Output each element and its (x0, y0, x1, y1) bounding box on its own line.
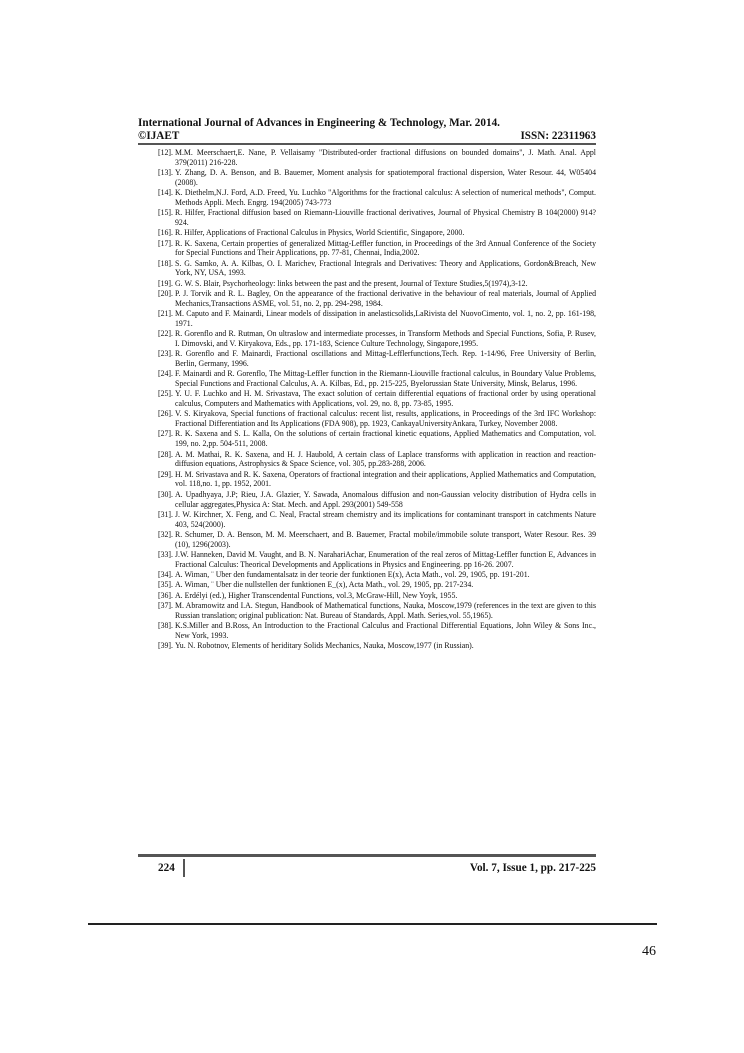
reference-text: V. S. Kiryakova, Special functions of fractional calculus: recent list, results, applications, in Proceedings of the 3rd IFC Workshop: Fractional Differentiation and Its Applications (FDA 908), pp. 1923, CankayaUniversityAnkara, Turkey, November 2008. (175, 409, 596, 429)
reference-number: [30]. (157, 489, 173, 499)
reference-item (138, 409, 596, 429)
reference-item (138, 591, 596, 601)
reference-item (138, 208, 596, 228)
reference-text: M. Caputo and F. Mainardi, Linear models of dissipation in anelasticsolids,LaRivista del NuovoCimento, vol. 1, no. 2, pp. 161-198, 1971. (175, 309, 596, 328)
reference-item (138, 429, 596, 449)
reference-text: R. Hilfer, Applications of Fractional Calculus in Physics, World Scientific, Singapore, 2000. (175, 228, 465, 238)
reference-text: R. Gorenflo and F. Mainardi, Fractional oscillations and Mittag-Lefflerfunctions,Tech. Rep. 1-14/96, Free University of Berlin, Berlin, Germany, 1996. (175, 349, 596, 369)
reference-item (138, 641, 596, 651)
reference-number: [13]. (157, 168, 173, 178)
reference-text: R. K. Saxena and S. L. Kalla, On the solutions of certain fractional kinetic equations, Applied Mathematics and Computation, vol. 199, no. 2,pp. 504-511, 2008. (175, 429, 596, 449)
reference-number: [15]. (157, 208, 173, 218)
reference-number: [36]. (157, 590, 173, 600)
reference-text: J. W. Kirchner, X. Feng, and C. Neal, Fractal stream chemistry and its implications for contaminant transport in catchments Nature 403, 524(2000). (175, 509, 596, 529)
reference-text: R. K. Saxena, Certain properties of generalized Mittag-Leffler function, in Proceedings of the 3rd Annual Conference of the Society for Special Functions and Their Applications, pp. 77-81, Chennai, India,2002. (175, 238, 596, 258)
reference-text: S. G. Samko, A. A. Kilbas, O. I. Marichev, Fractional Integrals and Derivatives: Theory and Applications, Gordon&Breach, New York, NY, USA, 1993. (175, 258, 596, 278)
reference-item (138, 570, 596, 580)
reference-item (138, 148, 596, 168)
journal-page-number: 224 (138, 859, 185, 877)
reference-number: [22]. (157, 329, 173, 339)
reference-number: [33]. (157, 549, 173, 559)
reference-text: Y. U. F. Luchko and H. M. Srivastava, The exact solution of certain differential equations of fractional order by using operational calculus, Computers and Mathematics with Applications, vol. 29, no. 8, pp. 73-85, 1995. (175, 389, 596, 409)
issn-label: ISSN: 22311963 (520, 130, 596, 142)
reference-number: [38]. (157, 620, 173, 630)
reference-text: A. Wiman, ¨ Uber die nullstellen der funktionen E_(x), Acta Math., vol. 29, 1905, pp. 217-234. (175, 580, 474, 590)
reference-text: R. Schumer, D. A. Benson, M. M. Meerschaert, and B. Bauemer, Fractal mobile/immobile solute transport, Water Resour. Res. 39 (10), 1296(2003). (175, 529, 596, 549)
copyright-label: ©IJAET (138, 130, 180, 142)
reference-text: K.S.Miller and B.Ross, An Introduction to the Fractional Calculus and Fractional Differential Equations, John Wiley & Sons Inc., New York, 1993. (175, 620, 596, 640)
page-number: 46 (642, 944, 656, 959)
journal-title: International Journal of Advances in Engineering & Technology, Mar. 2014. (138, 117, 500, 129)
reference-number: [35]. (157, 580, 173, 590)
issue-info: Vol. 7, Issue 1, pp. 217-225 (469, 862, 596, 874)
reference-text: F. Mainardi and R. Gorenflo, The Mittag-Leffler function in the Riemann-Liouville fractional calculus, in Boundary Value Problems, Special Functions and Fractional Calculus, A. A. Kilbas, Ed., pp. 215-225, Byelorussian State University, Minsk, Belarus, 1996. (175, 369, 596, 389)
reference-item (138, 490, 596, 510)
reference-text: R. Gorenflo and R. Rutman, On ultraslow and intermediate processes, in Transform Methods and Special Functions, Sofia, P. Rusev, I. Dimovski, and V. Kiryakova, Eds., pp. 171-183, Science Culture Technology, Singapore,1995. (175, 329, 596, 348)
reference-item (138, 450, 596, 470)
reference-item (138, 369, 596, 389)
reference-item (138, 329, 596, 349)
reference-number: [19]. (157, 278, 173, 288)
reference-number: [25]. (157, 389, 173, 399)
page-divider (88, 923, 657, 925)
reference-list (138, 148, 596, 651)
reference-text: A. Upadhyaya, J.P; Rieu, J.A. Glazier, Y. Sawada, Anomalous diffusion and non-Gaussian velocity distribution of Hydra cells in cellular aggregates,Physica A: Stat. Mech. and Appl. 293(2001) 549-558 (175, 489, 596, 509)
reference-text: A. Erdélyi (ed.), Higher Transcendental Functions, vol.3, McGraw-Hill, New Yoyk, 1955. (175, 590, 458, 600)
reference-number: [27]. (157, 429, 173, 439)
reference-number: [23]. (157, 349, 173, 359)
reference-text: A. Wiman, ¨ Uber den fundamentalsatz in der teorie der funktionen E(x), Acta Math., vol. 29, 1905, pp. 191-201. (175, 570, 530, 580)
reference-item (138, 188, 596, 208)
reference-item (138, 168, 596, 188)
reference-number: [20]. (157, 288, 173, 298)
reference-text: K. Diethelm,N.J. Ford, A.D. Freed, Yu. Luchko "Algorithms for the fractional calculus: A selection of numerical methods", Comput. Methods Appli. Mech. Engrg. 194(2005) 743-773 (175, 188, 596, 207)
reference-text: H. M. Srivastava and R. K. Saxena, Operators of fractional integration and their applications, Applied Mathematics and Computation, vol. 118,no. 1, pp. 1952, 2001. (175, 469, 596, 489)
reference-number: [14]. (157, 188, 173, 198)
reference-number: [32]. (157, 529, 173, 539)
reference-item (138, 580, 596, 590)
reference-text: R. Hilfer, Fractional diffusion based on Riemann-Liouville fractional derivatives, Journal of Physical Chemistry B 104(2000) 914?924. (175, 208, 596, 228)
reference-item (138, 309, 596, 329)
reference-number: [12]. (157, 148, 173, 157)
reference-text: A. M. Mathai, R. K. Saxena, and H. J. Haubold, A certain class of Laplace transforms with application in reaction and reaction-diffusion equations, Astrophysics & Space Science, vol. 305, pp.283-288, 2006. (175, 449, 596, 469)
reference-number: [28]. (157, 449, 173, 459)
reference-number: [37]. (157, 600, 173, 610)
reference-text: Y. Zhang, D. A. Benson, and B. Bauemer, Moment analysis for spatiotemporal fractional dispersion, Water Resour. 44, W05404 (2008). (175, 168, 596, 187)
reference-item (138, 279, 596, 289)
journal-header (138, 117, 596, 143)
reference-text: M. Abramowitz and I.A. Stegun, Handbook of Mathematical functions, Nauka, Moscow,1979 (references in the text are given to this Russian translation; original publication: Nat. Bureau of Standards, Appl. Math. Series,vol. 55,1965). (175, 600, 596, 620)
header-divider (138, 143, 596, 145)
reference-item (138, 289, 596, 309)
reference-item (138, 228, 596, 238)
reference-number: [29]. (157, 469, 173, 479)
reference-number: [21]. (157, 309, 173, 319)
reference-number: [39]. (157, 640, 173, 650)
reference-number: [17]. (157, 238, 173, 248)
reference-item (138, 550, 596, 570)
reference-number: [34]. (157, 570, 173, 580)
reference-number: [24]. (157, 369, 173, 379)
footer-divider (138, 854, 596, 857)
reference-text: G. W. S. Blair, Psychorheology: links between the past and the present, Journal of Texture Studies,5(1974),3-12. (175, 278, 528, 288)
reference-text: P. J. Torvik and R. L. Bagley, On the appearance of the fractional derivative in the behaviour of real materials, Journal of Applied Mechanics,Transactions ASME, vol. 51, no. 2, pp. 294-298, 1984. (175, 288, 596, 308)
reference-text: J.W. Hanneken, David M. Vaught, and B. N. NarahariAchar, Enumeration of the real zeros of Mittag-Leffler function E, Advances in Fractional Calculus: Theorical Developments and Applications in Physics and Engineering. pp 16-26. 2007. (175, 549, 596, 569)
journal-footer (138, 859, 596, 877)
reference-item (138, 601, 596, 621)
reference-number: [31]. (157, 509, 173, 519)
journal-header-row (138, 130, 596, 143)
reference-number: [26]. (157, 409, 173, 419)
reference-text: M.M. Meerschaert,E. Nane, P. Vellaisamy "Distributed-order fractional diffusions on bounded domains", J. Math. Anal. Appl 379(2011) 216-228. (175, 148, 596, 167)
reference-item (138, 470, 596, 490)
reference-item (138, 389, 596, 409)
reference-item (138, 259, 596, 279)
reference-item (138, 239, 596, 259)
reference-text: Yu. N. Robotnov, Elements of heriditary Solids Mechanics, Nauka, Moscow,1977 (in Russian). (175, 640, 474, 650)
reference-item (138, 621, 596, 641)
reference-number: [18]. (157, 258, 173, 268)
reference-item (138, 510, 596, 530)
reference-item (138, 349, 596, 369)
reference-number: [16]. (157, 228, 173, 238)
reference-item (138, 530, 596, 550)
